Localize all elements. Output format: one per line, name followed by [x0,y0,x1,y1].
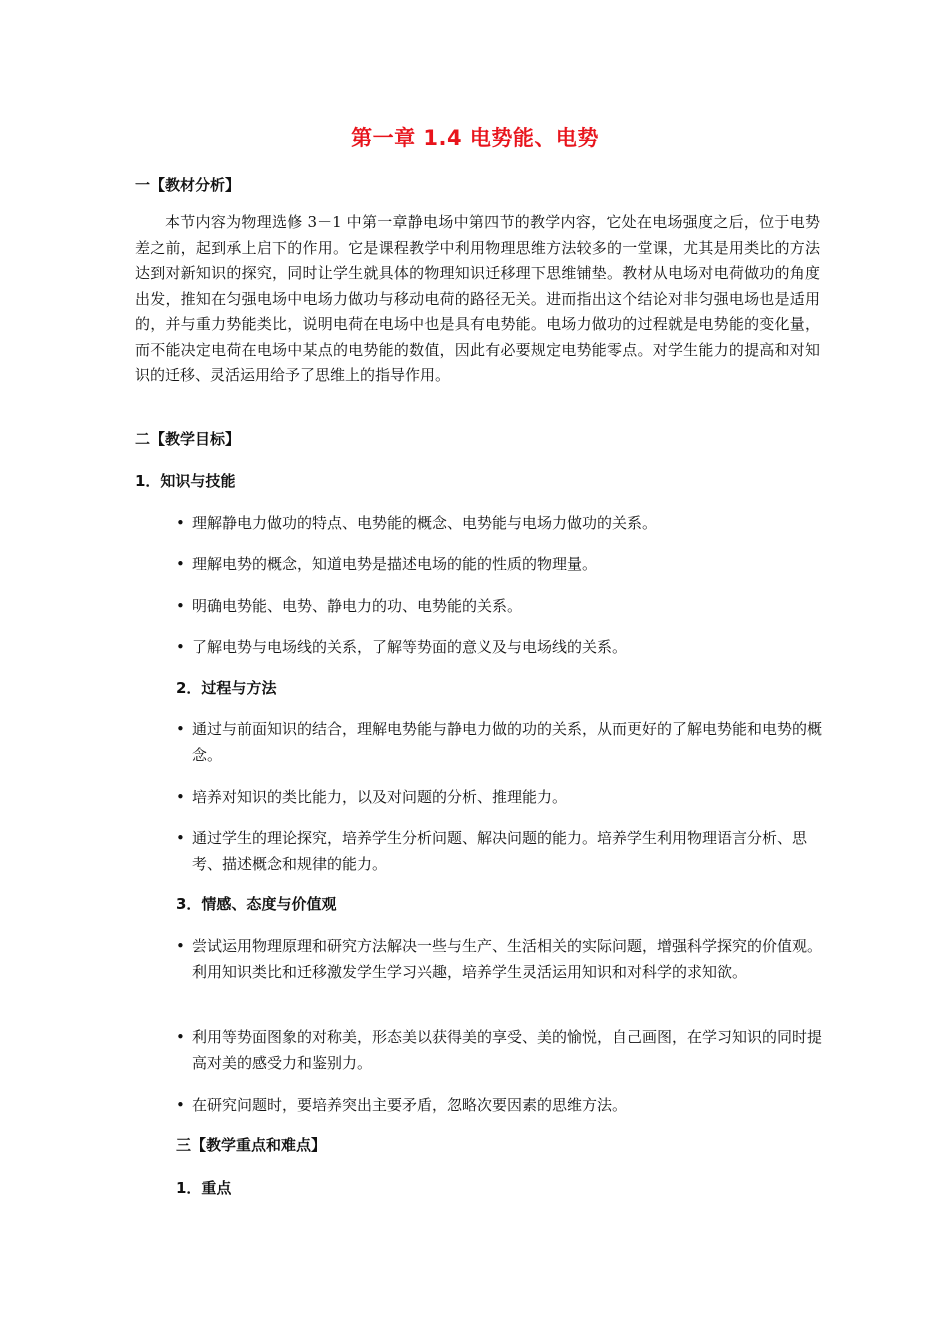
list-item: • 了解电势与电场线的关系，了解等势面的意义及与电场线的关系。 [176,634,824,660]
bullet-symbol: • [176,720,185,738]
bullet-symbol: • [176,1096,185,1114]
subheading-process-methods: 2．过程与方法 [176,679,277,697]
subheading-attitudes-values: 3．情感、态度与价值观 [176,895,337,913]
section-heading-analysis: 一【教材分析】 [135,176,241,194]
list-item: • 明确电势能、电势、静电力的功、电势能的关系。 [176,593,824,619]
bullet-symbol: • [176,1028,185,1046]
list-item: • 通过学生的理论探究，培养学生分析问题、解决问题的能力。培养学生利用物理语言分析、思考、描述概念和规律的能力。 [176,825,824,877]
list-item: • 理解电势的概念，知道电势是描述电场的能的性质的物理量。 [176,551,824,577]
bullet-symbol: • [176,788,185,806]
analysis-paragraph [135,210,820,389]
analysis-text: 本节内容为物理选修 3－1 中第一章静电场中第四节的教学内容，它处在电场强度之后，位于电势差之前，起到承上启下的作用。它是课程教学中利用物理思维方法较多的一堂课，尤其是用类比的方法达到对新知识的探究，同时让学生就具体的物理知识迁移理下思维铺垫。教材从电场对电荷做功的角度出发，推知在匀强电场中电场力做功与移动电荷的路径无关。进而指出这个结论对非匀强电场也是适用的，并与重力势能类比，说明电荷在电场中也是具有电势能。电场力做功的过程就是电势能的变化量，而不能决定电荷在电场中某点的电势能的数值，因此有必要规定电势能零点。对学生能力的提高和对知识的迁移、灵活运用给予了思维上的指导作用。 [135,213,820,384]
list-item: • 培养对知识的类比能力，以及对问题的分析、推理能力。 [176,784,824,810]
list-item: • 在研究问题时，要培养突出主要矛盾，忽略次要因素的思维方法。 [176,1092,824,1118]
list-item: • 尝试运用物理原理和研究方法解决一些与生产、生活相关的实际问题，增强科学探究的价值观。利用知识类比和迁移激发学生学习兴趣，培养学生灵活运用知识和对科学的求知欲。 [176,933,824,985]
list-item: • 通过与前面知识的结合，理解电势能与静电力做的功的关系，从而更好的了解电势能和电势的概念。 [176,716,824,768]
document-title: 第一章 1.4 电势能、电势 [351,126,599,150]
bullet-symbol: • [176,638,185,656]
bullet-symbol: • [176,829,185,847]
section-heading-objectives: 二【教学目标】 [135,430,241,448]
list-item: • 理解静电力做功的特点、电势能的概念、电势能与电场力做功的关系。 [176,510,824,536]
subheading-knowledge-skills: 1．知识与技能 [135,472,236,490]
bullet-symbol: • [176,514,185,532]
section-heading-key-points: 三【教学重点和难点】 [176,1136,327,1154]
subheading-key-points: 1．重点 [176,1179,232,1197]
list-item: • 利用等势面图象的对称美，形态美以获得美的享受、美的愉悦，自己画图，在学习知识的同时提高对美的感受力和鉴别力。 [176,1024,824,1076]
bullet-symbol: • [176,597,185,615]
bullet-symbol: • [176,555,185,573]
bullet-symbol: • [176,937,185,955]
